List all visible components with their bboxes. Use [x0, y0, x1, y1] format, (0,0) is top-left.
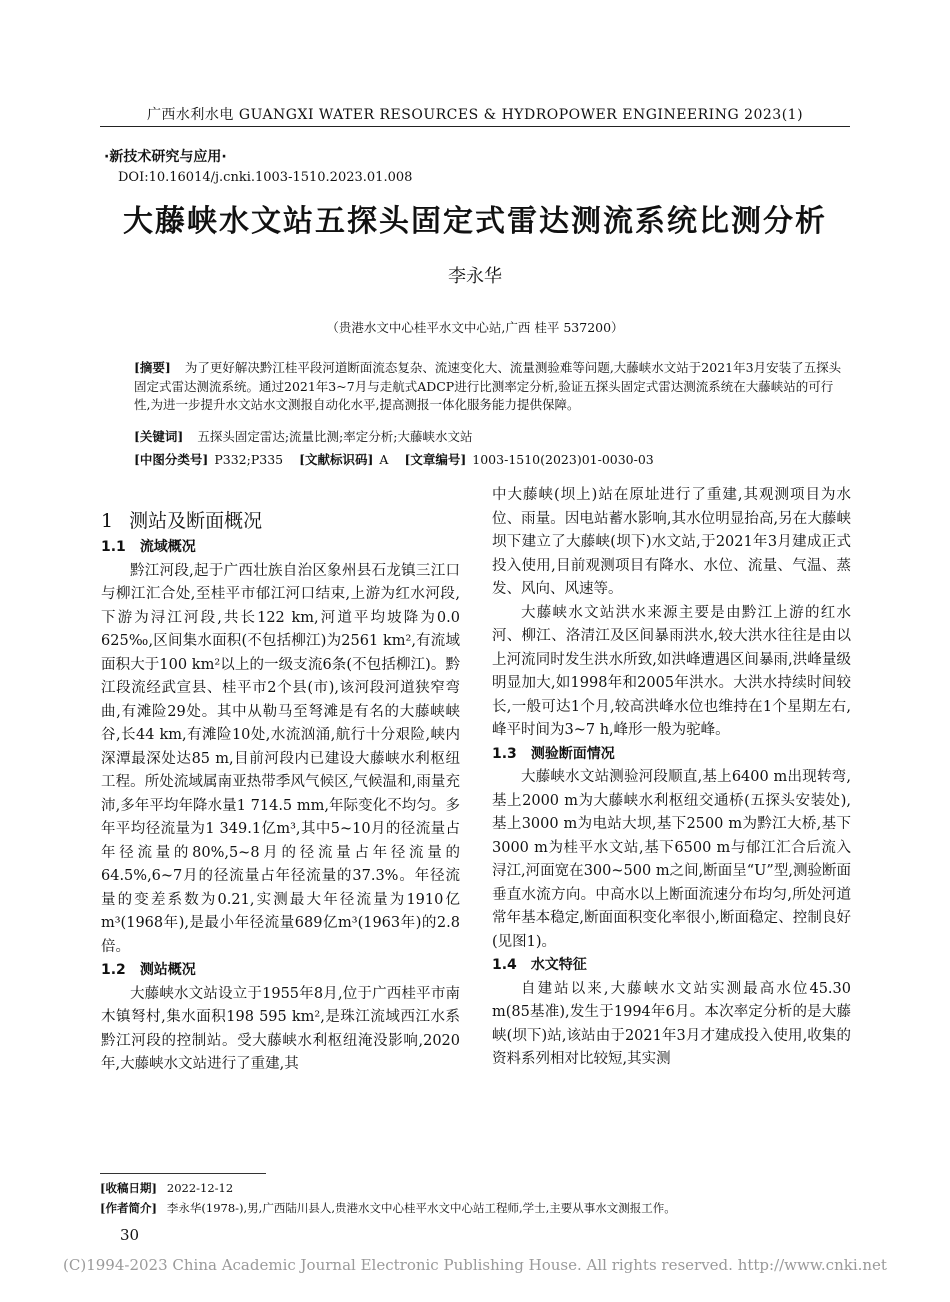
keywords-label: [关键词]: [134, 429, 184, 444]
doc-code-label: [文献标识码]: [299, 452, 374, 467]
paper-title: 大藤峡水文站五探头固定式雷达测流系统比测分析: [123, 204, 827, 239]
page-number: 30: [120, 1226, 140, 1244]
section-1-2-paragraph: 大藤峡水文站设立于1955年8月,位于广西桂平市南木镇弩村,集水面积198 595 km²,是珠江流域西江水系黔江河段的控制站。受大藤峡水利枢纽淹没影响,2020年,大藤峡水文站进行了重建,其: [101, 985, 460, 1072]
abstract: [134, 359, 846, 415]
keywords-text: 五探头固定雷达;流量比测;率定分析;大藤峡水文站: [197, 429, 473, 444]
section-1-heading: 1 测站及断面概况: [101, 510, 263, 532]
abstract-text: 为了更好解决黔江桂平段河道断面流态复杂、流速变化大、流量测验难等问题,大藤峡水文站于2021年3月安装了五探头固定式雷达测流系统。通过2021年3~7月与走航式ADCP进行比测率定分析,验证五探头固定式雷达测流系统在大藤峡站的可行性,为进一步提升水文站水文测报自动化水平,提高测报一体化服务能力提供保障。: [134, 360, 842, 412]
author-bio: [作者简介] 李永华(1978-),男,广西陆川县人,贵港水文中心桂平水文中心站工程师,学士,主要从事水文测报工作。: [100, 1201, 676, 1215]
right-column: [492, 484, 851, 1072]
article-no-value: 1003-1510(2023)01-0030-03: [472, 452, 654, 467]
article-no-label: [文章编号]: [404, 452, 467, 467]
section-1-4-paragraph: 自建站以来,大藤峡水文站实测最高水位45.30 m(85基准),发生于1994年6月。本次率定分析的是大藤峡(坝下)站,该站由于2021年3月才建成投入使用,收集的资料系列相对比较短,其实测: [492, 980, 851, 1067]
header-rule: [100, 126, 850, 127]
keywords: [134, 428, 846, 447]
copyright-watermark: (C)1994-2023 China Academic Journal Electronic Publishing House. All rights reserved. http://www.cnki.net: [63, 1256, 887, 1274]
classification-row: [134, 450, 666, 468]
journal-header: 广西水利水电 GUANGXI WATER RESOURCES & HYDROPOWER ENGINEERING 2023(1): [146, 107, 804, 123]
continued-paragraph: 中大藤峡(坝上)站在原址进行了重建,其观测项目为水位、雨量。因电站蓄水影响,其水位明显抬高,另在大藤峡坝下建立了大藤峡(坝下)水文站,于2021年3月建成正式投入使用,目前观测项目有降水、水位、流量、气温、蒸发、风向、风速等。: [492, 487, 851, 597]
flood-paragraph: 大藤峡水文站洪水来源主要是由黔江上游的红水河、柳江、洛清江及区间暴雨洪水,较大洪水往往是由以上河流同时发生洪水所致,如洪峰遭遇区间暴雨,洪峰量级明显加大,如1998年和2005年洪水。大洪水持续时间较长,一般可达1个月,较高洪峰水位也维持在1个星期左右,峰平时间为3~7 h,峰形一般为驼峰。: [492, 604, 851, 738]
received-date: [收稿日期] 2022-12-12: [100, 1181, 234, 1195]
section-1-1-paragraph: 黔江河段,起于广西壮族自治区象州县石龙镇三江口与柳江汇合处,至桂平市郁江河口结束,上游为红水河段,下游为浔江河段,共长122 km,河道平均坡降为0.0 625‰,区间集水面积(不包括柳江)为2561 km²,有流域面积大于100 km²以上的一级支流6条(不包括柳江)。黔江段流经武宣县、桂平市2个县(市),该河段河道狭窄弯曲,有滩险29处。其中从勒马至弩滩是有名的大藤峡峡谷,长44 km,有滩险10处,水流汹涌,航行十分艰险,峡内深潭最深处达85 m,目前河段内已建设大藤峡水利枢纽工程。所处流域属南亚热带季风气候区,气候温和,雨量充沛,多年平均年降水量1 714.5 mm,年际变化不均匀。多年平均径流量为1 349.1亿m³,其中5~10月的径流量占年径流量的80%,5~8月的径流量占年径流量的64.5%,6~7月的径流量占年径流量的37.3%。年径流量的变差系数为0.21,实测最大年径流量为1910亿m³(1968年),是最小年径流量689亿m³(1963年)的2.8倍。: [101, 562, 460, 955]
abstract-label: [摘要]: [134, 360, 171, 375]
affiliation: （贵港水文中心桂平水文中心站,广西 桂平 537200）: [326, 320, 624, 335]
section-1-3-heading: 1.3 测验断面情况: [492, 745, 615, 762]
doc-code-value: A: [379, 452, 389, 467]
doi: DOI:10.16014/j.cnki.1003-1510.2023.01.008: [118, 170, 413, 185]
section-1-4-heading: 1.4 水文特征: [492, 957, 587, 973]
column-tag: ·新技术研究与应用·: [104, 149, 227, 165]
footnote-rule: [100, 1173, 266, 1174]
clc-value: P332;P335: [214, 452, 284, 467]
section-1-3-paragraph: 大藤峡水文站测验河段顺直,基上6400 m出现转弯,基上2000 m为大藤峡水利枢纽交通桥(五探头安装处),基上3000 m为电站大坝,基下2500 m为黔江大桥,基下3000 m为桂平水文站,基下6500 m与郁江汇合后流入浔江,河面宽在300~500 m之间,断面呈“U”型,测验断面垂直水流方向。中高水以上断面流速分布均匀,所处河道常年基本稳定,断面面积变化率很小,断面稳定、控制良好(见图1)。: [492, 769, 851, 950]
left-column: [101, 504, 460, 1077]
clc-label: [中图分类号]: [134, 452, 209, 467]
section-1-2-heading: 1.2 测站概况: [101, 962, 196, 978]
author: 李永华: [448, 266, 502, 287]
section-1-1-heading: 1.1 流域概况: [101, 539, 196, 555]
